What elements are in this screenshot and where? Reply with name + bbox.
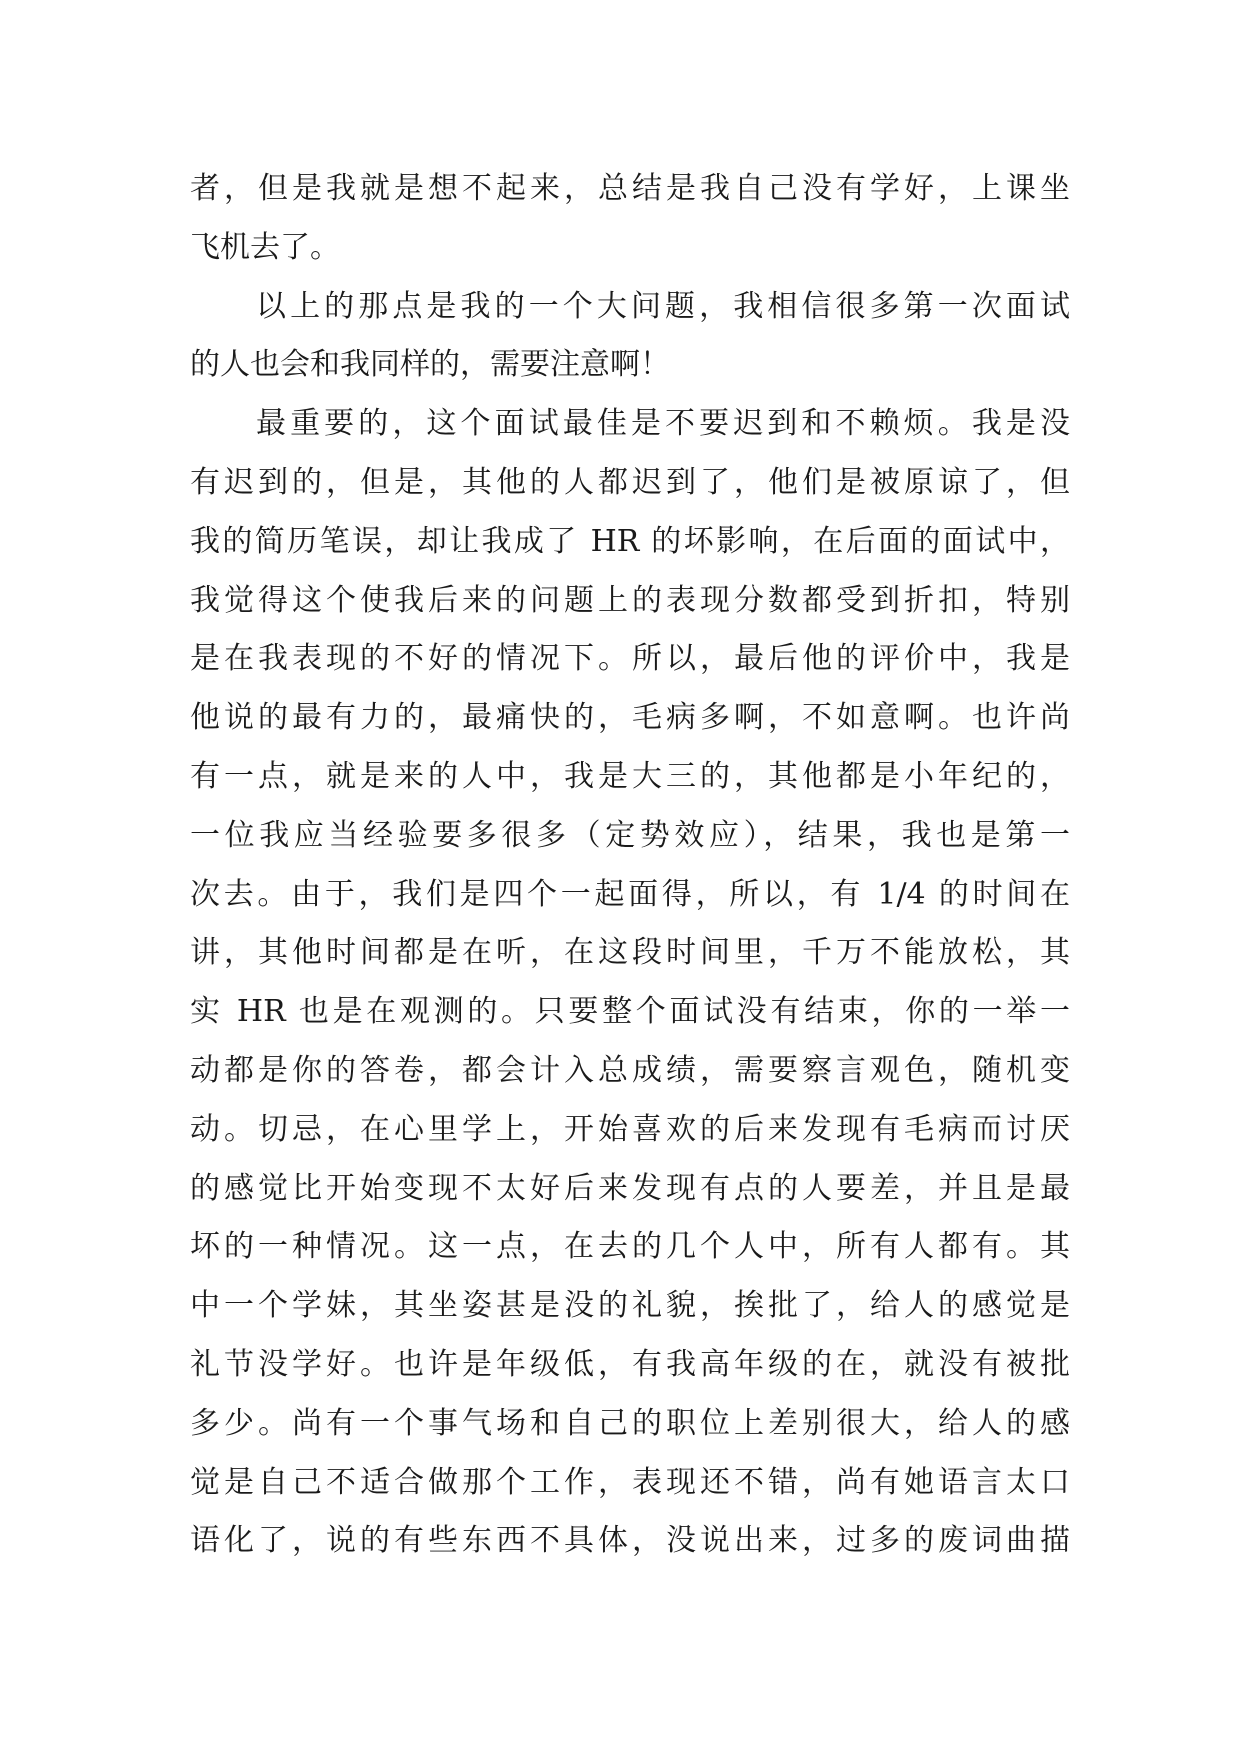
text-line: 讲，其他时间都是在听，在这段时间里，千万不能放松，其 [190,935,1070,971]
text-line: 次去。由于，我们是四个一起面得，所以，有 1/4 的时间在 [190,876,1070,912]
text-line: 的感觉比开始变现不太好后来发现有点的人要差，并且是最 [190,1170,1070,1206]
text-line: 礼节没学好。也许是年级低，有我高年级的在，就没有被批 [190,1346,1070,1382]
text-line: 他说的最有力的，最痛快的，毛病多啊，不如意啊。也许尚 [190,700,1070,736]
text-line: 飞机去了。 [190,229,340,265]
text-line: 中一个学妹，其坐姿甚是没的礼貌，挨批了，给人的感觉是 [190,1288,1070,1324]
text-line: 语化了，说的有些东西不具体，没说出来，过多的废词曲描 [190,1523,1070,1559]
body-text [190,160,1070,1571]
text-line: 我的简历笔误，却让我成了 HR 的坏影响，在后面的面试中， [190,523,1070,559]
paragraph-start-line: 以上的那点是我的一个大问题，我相信很多第一次面试 [256,288,1070,324]
text-line: 我觉得这个使我后来的问题上的表现分数都受到折扣，特别 [190,582,1070,618]
text-line: 动。切忌，在心里学上，开始喜欢的后来发现有毛病而讨厌 [190,1111,1070,1147]
text-line: 的人也会和我同样的，需要注意啊！ [190,347,670,383]
text-line: 有迟到的，但是，其他的人都迟到了，他们是被原谅了，但 [190,464,1070,500]
text-line: 者，但是我就是想不起来，总结是我自己没有学好，上课坐 [190,171,1070,206]
paragraph-start-line: 最重要的，这个面试最佳是不要迟到和不赖烦。我是没 [256,406,1070,442]
text-line: 一位我应当经验要多很多（定势效应），结果，我也是第一 [190,817,1070,853]
text-line: 是在我表现的不好的情况下。所以，最后他的评价中，我是 [190,641,1070,677]
text-line: 觉是自己不适合做那个工作，表现还不错，尚有她语言太口 [190,1464,1070,1500]
text-line: 有一点，就是来的人中，我是大三的，其他都是小年纪的， [190,758,1070,794]
text-line: 动都是你的答卷，都会计入总成绩，需要察言观色，随机变 [190,1052,1070,1088]
text-line: 坏的一种情况。这一点，在去的几个人中，所有人都有。其 [190,1229,1070,1265]
text-line: 实 HR 也是在观测的。只要整个面试没有结束，你的一举一 [190,994,1070,1030]
text-line: 多少。尚有一个事气场和自己的职位上差别很大，给人的感 [190,1405,1070,1441]
